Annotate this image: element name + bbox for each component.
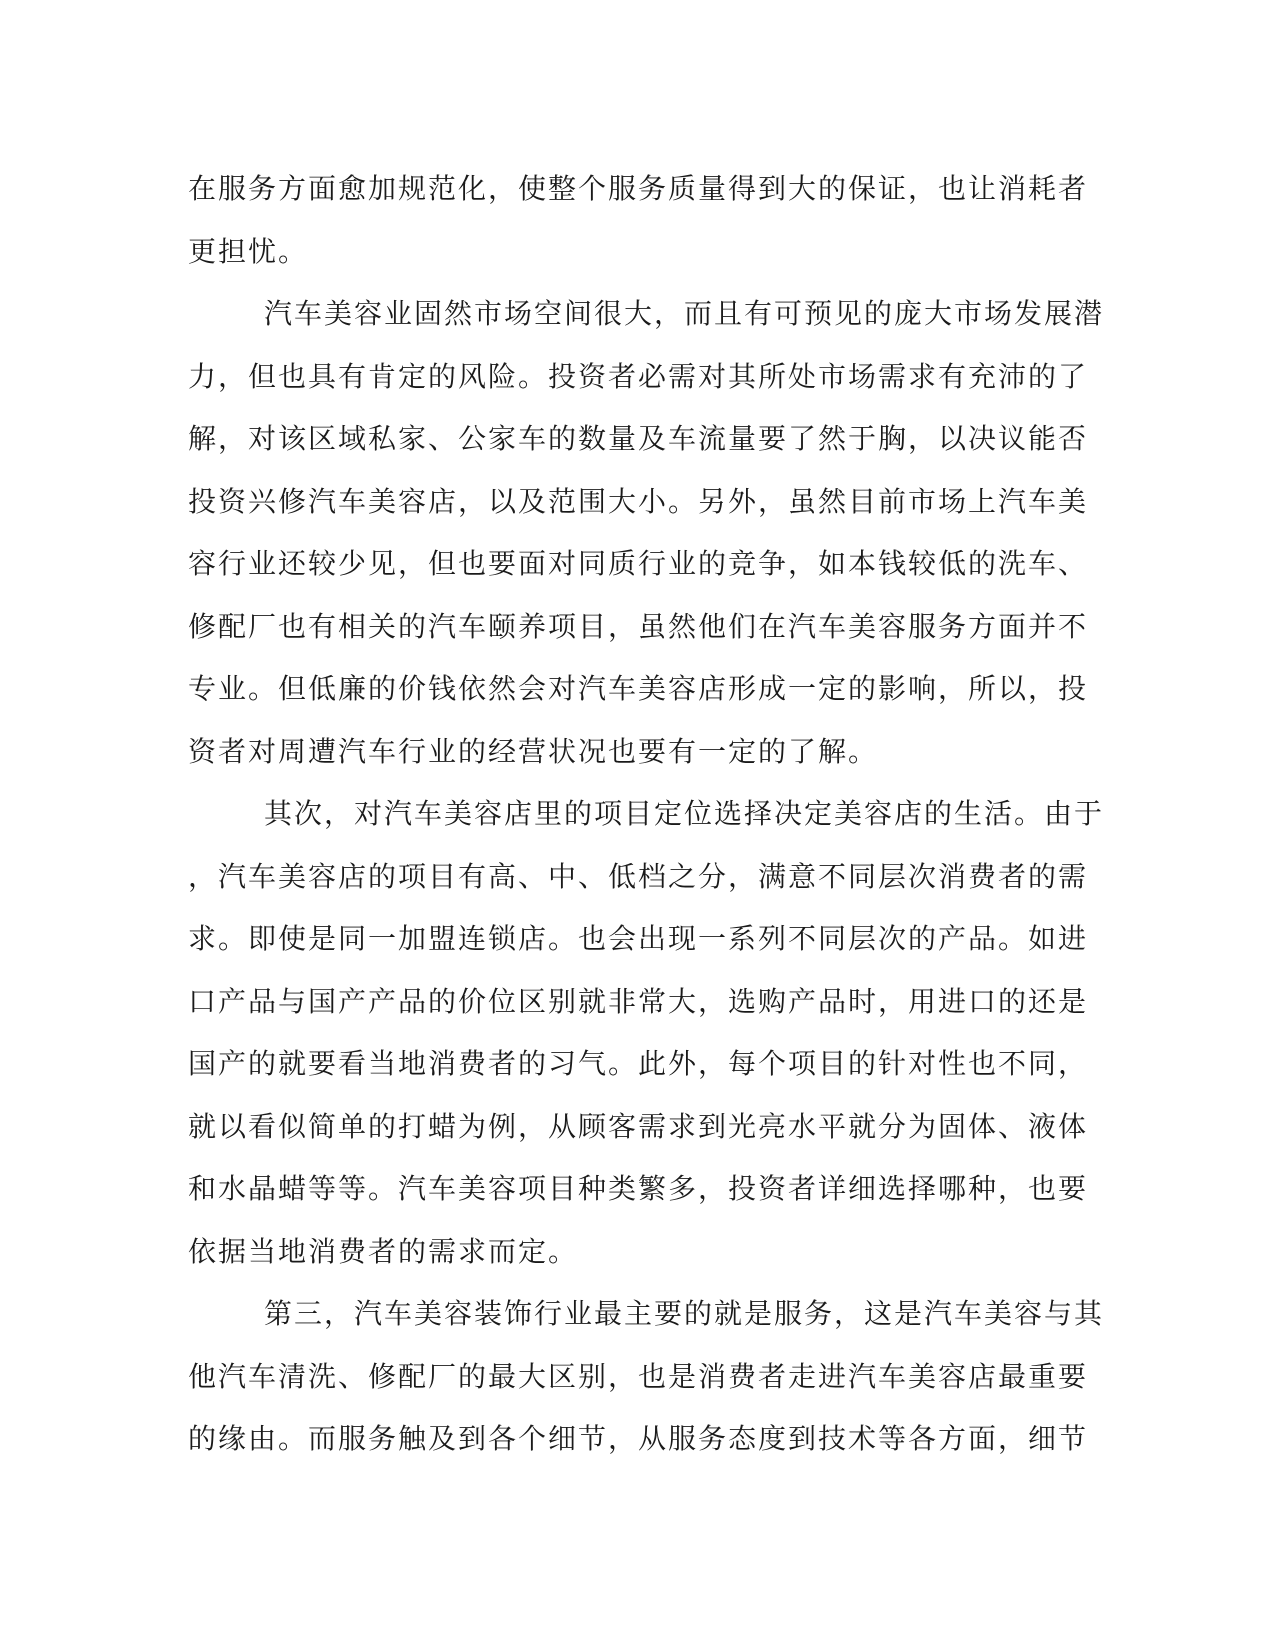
text-line: 其次，对汽车美容店里的项目定位选择决定美容店的生活。由于	[264, 797, 1105, 830]
text-line: 他汽车清洗、修配厂的最大区别，也是消费者走进汽车美容店最重要	[188, 1359, 1089, 1393]
text-line: 容行业还较少见，但也要面对同质行业的竞争，如本钱较低的洗车、	[188, 547, 1089, 580]
text-line: 专业。但低廉的价钱依然会对汽车美容店形成一定的影响，所以，投	[188, 672, 1089, 705]
text-line: 的缘由。而服务触及到各个细节，从服务态度到技术等各方面，细节	[188, 1422, 1089, 1455]
text-line: 依据当地消费者的需求而定。	[188, 1234, 579, 1268]
text-line: 在服务方面愈加规范化，使整个服务质量得到大的保证，也让消耗者	[188, 172, 1089, 205]
text-line: 更担忧。	[188, 234, 309, 268]
text-line: 就以看似简单的打蜡为例，从顾客需求到光亮水平就分为固体、液体	[188, 1109, 1089, 1143]
text-line: 资者对周遭汽车行业的经营状况也要有一定的了解。	[188, 734, 879, 768]
text-line: 和水晶蜡等等。汽车美容项目种类繁多，投资者详细选择哪种，也要	[188, 1172, 1089, 1205]
text-line: ，汽车美容店的项目有高、中、低档之分，满意不同层次消费者的需	[188, 859, 1089, 893]
text-line: 解，对该区域私家、公家车的数量及车流量要了然于胸，以决议能否	[188, 422, 1089, 455]
text-line: 修配厂也有相关的汽车颐养项目，虽然他们在汽车美容服务方面并不	[188, 609, 1089, 643]
text-line: 力，但也具有肯定的风险。投资者必需对其所处市场需求有充沛的了	[188, 359, 1089, 393]
text-line: 投资兴修汽车美容店，以及范围大小。另外，虽然目前市场上汽车美	[188, 484, 1089, 518]
text-line: 第三，汽车美容装饰行业最主要的就是服务，这是汽车美容与其	[264, 1297, 1105, 1330]
text-line: 口产品与国产产品的价位区别就非常大，选购产品时，用进口的还是	[188, 984, 1089, 1018]
text-line: 求。即使是同一加盟连锁店。也会出现一系列不同层次的产品。如进	[188, 922, 1089, 955]
body-text	[188, 158, 1105, 1471]
text-line: 汽车美容业固然市场空间很大，而且有可预见的庞大市场发展潜	[264, 297, 1105, 330]
text-line: 国产的就要看当地消费者的习气。此外，每个项目的针对性也不同，	[188, 1047, 1089, 1080]
